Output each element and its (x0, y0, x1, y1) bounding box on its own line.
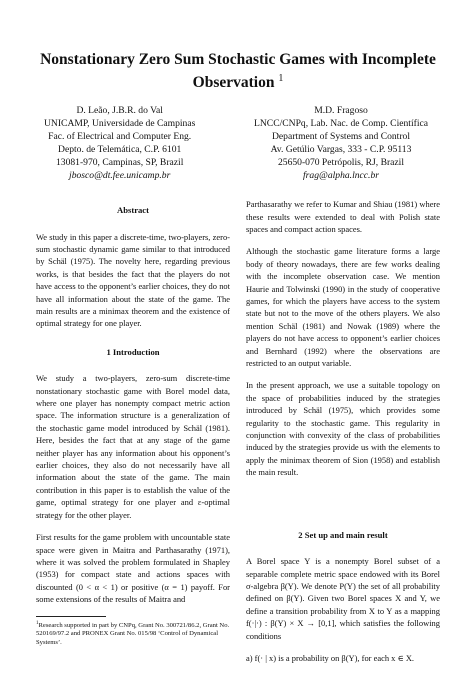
author-email: frag@alpha.lncc.br (303, 170, 379, 182)
abstract-heading: Abstract (117, 205, 149, 216)
left-column (36, 198, 230, 674)
affiliation-line: Department of Systems and Control (271, 131, 411, 143)
section2-paragraph: A Borel space Y is a nonempty Borel subset of a separable complete metric space endowed with its Borel σ-algebra β(Y). We denote P(Y) the set of all probability defined on β(Y). Given two Borel spaces X and Y, we define a transition probability from X to Y as a mapping f(·|·) : β(Y) × X → [0,1], which satisfies the following conditions (246, 556, 440, 641)
author-right (254, 104, 428, 182)
affiliation-line: Fac. of Electrical and Computer Eng. (48, 131, 192, 143)
affiliation-line: UNICAMP, Universidade de Campinas (44, 118, 196, 130)
affiliation-line: 25650-070 Petrópolis, RJ, Brazil (277, 157, 405, 169)
right-column (246, 198, 440, 674)
affiliation-line: Av. Getúlio Vargas, 333 - C.P. 95113 (270, 144, 412, 156)
footnote-rule (36, 616, 106, 617)
abstract-text: We study in this paper a discrete-time, two-players, zero-sum stochastic dynamic game similar to that introduced by Schäl (1975). The novelty here, regarding previous works, is that besides the fact that the players do not have access to the opponent’s earlier choices, they do not have all information about the state of the game. The main results are a minimax theorem and the existence of optimal strategy for one player. (36, 231, 230, 329)
intro-paragraph: We study a two-players, zero-sum discrete-time nonstationary stochastic game with Borel model data, where one player has nonempty compact metric action space. The information structure is a generalization of the stochastic game model introduced by Schäl (1981). Here, besides the fact that at any stage of the game neither player has any information about his opponent’s earlier choices, they also do not necessarily have all information about the state of the game. The main contribution in this paper is to establish the value of the game, optimal strategy for one player and ε-optimal strategy for the other player. (36, 373, 230, 520)
affiliation-line: LNCC/CNPq, Lab. Nac. de Comp. Científica (254, 118, 428, 130)
affiliation-line: Depto. de Telemática, C.P. 6101 (58, 144, 182, 156)
intro-paragraph: First results for the game problem with uncountable state space were given in Maitra and Parthasarathy (1971), where it was solved the problem formulated in Shapley (1953) for compact state and actions spaces with discounted (0 < α < 1) or positive (α = 1) payoff. For some extensions of the results of Maitra and (36, 532, 230, 605)
paper-title (36, 50, 440, 92)
section2-condition: a) f(· | x) is a probability on β(Y), for each x ∈ X. (246, 652, 415, 663)
section-heading-setup: 2 Set up and main result (298, 529, 388, 540)
body-columns (36, 198, 440, 674)
author-block (36, 104, 440, 182)
title-footnote-mark: 1 (278, 73, 284, 84)
body-paragraph: In the present approach, we use a suitable topology on the space of probabilities induced by the strategies introduced by Schäl (1975), which provides some regularity to the stochastic game. This regularity in conjunction with convexity of the class of probabilities induced by the strategies provide us with the elements to apply the minimax theorem of Sion (1958) and establish the main result. (246, 380, 440, 478)
body-paragraph: Parthasarathy we refer to Kumar and Shiau (1981) where these results were extended to deal with Polish state spaces and compact action spaces. (246, 199, 440, 234)
section-spacer (246, 489, 440, 523)
paper-title-text: Nonstationary Zero Sum Stochastic Games with Incomplete Observation (40, 51, 436, 92)
affiliation-line: 13081-970, Campinas, SP, Brazil (55, 157, 184, 169)
footnote (36, 620, 230, 647)
footnote-text: Research supported in part by CNPq, Grant No. 300721/86.2, Grant No. 520169/97.2 and PRONEX Grant No. 015/98 ‘Control of Dynamical Systems’. (36, 621, 230, 646)
author-names: D. Leão, J.B.R. do Val (76, 105, 163, 117)
author-left (44, 104, 195, 182)
author-names: M.D. Fragoso (314, 105, 368, 117)
footnote-mark: 1 (36, 620, 39, 626)
body-paragraph: Although the stochastic game literature forms a large body of theory nowadays, there are few works dealing with the incomplete observation case. We mention Haurie and Tolwinski (1990) in the study of cooperative games, for which the players have access to the system state but not to the move of the others players. We also mention Schäl (1981) and Nowak (1989) where the players do not have access to opponent’s earlier choices and Bernhard (1992) where the observations are restricted to an output variable. (246, 246, 440, 369)
author-email: jbosco@dt.fee.unicamp.br (69, 170, 171, 182)
section-heading-introduction: 1 Introduction (106, 346, 160, 357)
